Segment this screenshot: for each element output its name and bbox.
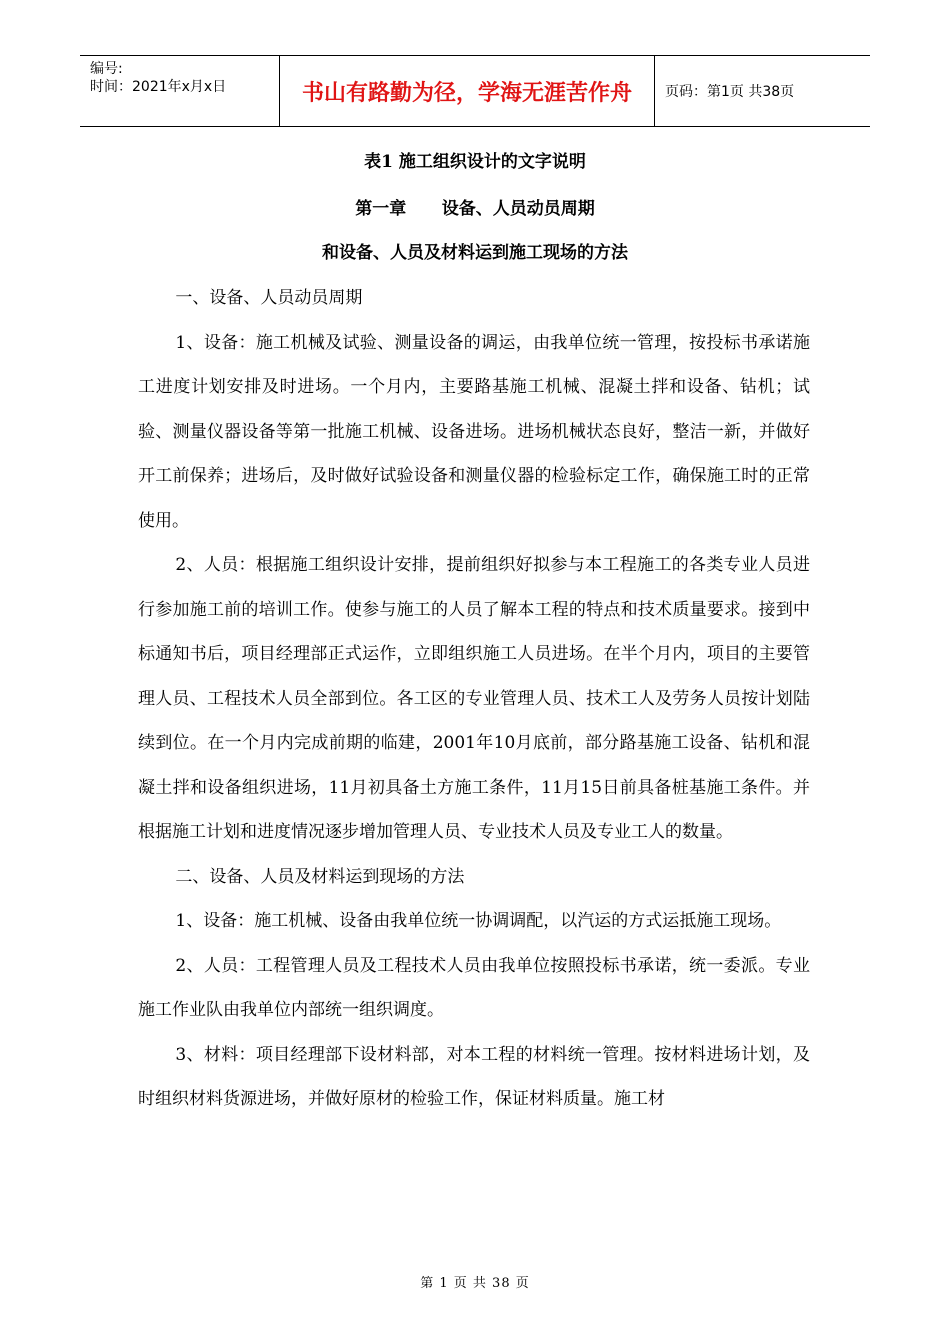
section-heading: 二、设备、人员及材料运到现场的方法 <box>175 866 465 887</box>
document-number-label: 编号: <box>90 61 123 77</box>
chapter-title: 第一章 设备、人员动员周期 <box>355 199 595 219</box>
body-paragraph: 1、设备：施工机械、设备由我单位统一协调调配，以汽运的方式运抵施工现场。 <box>175 911 782 931</box>
document-body <box>138 276 810 1122</box>
body-paragraph: 2、人员：根据施工组织设计安排，提前组织好拟参与本工程施工的各类专业人员进行参加施工前的培训工作。使参与施工的人员了解本工程的特点和技术质量要求。接到中标通知书后，项目经理部正式运作，立即组织施工人员进场。在半个月内，项目的主要管理人员、工程技术人员全部到位。各工区的专业管理人员、技术工人及劳务人员按计划陆续到位。在一个月内完成前期的临建，2001年10月底前，部分路基施工设备、钻机和混凝土拌和设备组织进场，11月初具备土方施工条件，11月15日前具备桩基施工条件。并根据施工计划和进度情况逐步增加管理人员、专业技术人员及专业工人的数量。 <box>138 555 810 842</box>
body-paragraph: 3、材料：项目经理部下设材料部，对本工程的材料统一管理。按材料进场计划，及时组织材料货源进场，并做好原材的检验工作，保证材料质量。施工材 <box>138 1044 810 1109</box>
body-paragraph: 2、人员：工程管理人员及工程技术人员由我单位按照投标书承诺，统一委派。专业施工作业队由我单位内部统一组织调度。 <box>138 955 810 1020</box>
body-paragraph: 1、设备：施工机械及试验、测量设备的调运，由我单位统一管理，按投标书承诺施工进度计划安排及时进场。一个月内，主要路基施工机械、混凝土拌和设备、钻机；试验、测量仪器设备等第一批施工机械、设备进场。进场机械状态良好，整洁一新，并做好开工前保养；进场后，及时做好试验设备和测量仪器的检验标定工作，确保施工时的正常使用。 <box>138 332 810 531</box>
page-footer: 第 1 页 共 38 页 <box>420 1276 530 1291</box>
header-meta <box>80 56 280 126</box>
header-motto: 书山有路勤为径，学海无涯苦作舟 <box>280 56 655 126</box>
document-time-label: 时间：2021年x月x日 <box>90 79 227 95</box>
page-header <box>80 55 870 127</box>
chapter-subtitle: 和设备、人员及材料运到施工现场的方法 <box>322 243 628 263</box>
header-page-info: 页码：第1页 共38页 <box>665 84 795 100</box>
table-title: 表1 施工组织设计的文字说明 <box>364 152 586 172</box>
section-heading: 一、设备、人员动员周期 <box>175 288 363 308</box>
